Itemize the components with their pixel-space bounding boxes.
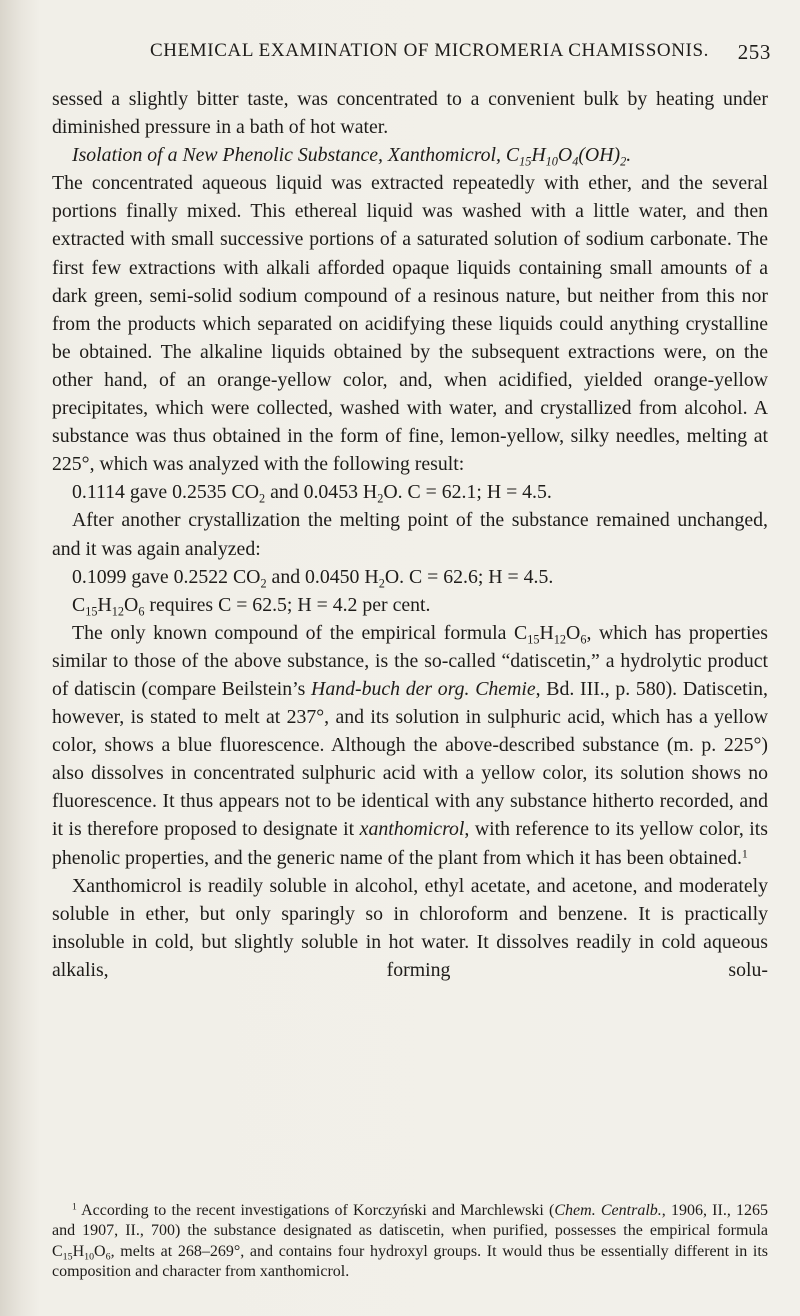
analysis-result-2: 0.1099 gave 0.2522 $CO_2$ and 0.0450 $H_2O$. C = 62.6; H = 4.5. — [72, 565, 554, 590]
running-header — [150, 40, 770, 62]
footnote-text: $^1$ According to the recent investigations of Korczyński and Marchlewski (Chem. Centralb., 1906, II., 1265 and 1907, II., 700) the substance designated as datiscetin, when purified, possesses the empirical formula $C_{15}H_{10}O_6$, melts at 268–269°, and contains four hydroxyl groups. It would thus be essentially different in its composition and character from xanthomicrol. — [52, 1201, 769, 1280]
paragraph-recrystallization: After another crystallization the melting point of the substance remained unchanged, and it was again analyzed: — [52, 509, 768, 560]
paragraph-continued: sessed a slightly bitter taste, was concentrated to a convenient bulk by heating under diminished pressure in a bath of hot water. — [52, 88, 768, 139]
paragraph-datiscetin: The only known compound of the empirical formula $C_{15}H_{12}O_6$, which has properties similar to those of the above substance, is the so-called “datiscetin,” a hydrolytic product of datiscin (compare Beilstein’s Hand-buch der org. Chemie, Bd. III., p. 580). Datiscetin, however, is stated to melt at 237°, and its solution in sulphuric acid, which has a yellow color, shows a blue fluorescence. Although the above-described substance (m. p. 225°) also dissolves in concentrated sulphuric acid with a yellow color, its solution shows no fluorescence. It thus appears not to be identical with any substance hitherto recorded, and it is therefore proposed to designate it xanthomicrol, with reference to its yellow color, its phenolic properties, and the generic name of the plant from which it has been obtained.$^1$ — [52, 621, 768, 869]
formula-requirement: $C_{15}H_{12}O_6$ requires C = 62.5; H = 4.2 per cent. — [72, 593, 431, 618]
body-text — [52, 85, 768, 984]
footnote — [52, 1201, 768, 1282]
running-title: CHEMICAL EXAMINATION OF MICROMERIA CHAMISSONIS. — [150, 40, 710, 61]
analysis-result-1: 0.1114 gave 0.2535 $CO_2$ and 0.0453 $H_2O$. C = 62.1; H = 4.5. — [72, 481, 552, 506]
paragraph-extraction: The concentrated aqueous liquid was extracted repeatedly with ether, and the several portions finally mixed. This ethereal liquid was washed with a little water, and then extracted with small successive portions of a saturated solution of sodium carbonate. The first few extractions with alkali afforded opaque liquids containing small amounts of a dark green, semi-solid sodium compound of a resinous nature, but neither from this nor from the products which separated on acidifying these liquids could anything crystalline be obtained. The alkaline liquids obtained by the subsequent extractions were, on the other hand, of an orange-yellow color, and, when acidified, yielded orange-yellow precipitates, which were collected, washed with water, and crystallized from alcohol. A substance was thus obtained in the form of fine, lemon-yellow, silky needles, melting at 225°, which was analyzed with the following result: — [52, 172, 768, 476]
paragraph-solubility: Xanthomicrol is readily soluble in alcohol, ethyl acetate, and acetone, and moderately soluble in ether, but only sparingly so in chloroform and benzene. It is practically insoluble in cold, but slightly soluble in hot water. It dissolves readily in cold aqueous alkalis, forming solu- — [52, 874, 768, 981]
page-number: 253 — [737, 40, 771, 64]
section-heading: Isolation of a New Phenolic Substance, Xanthomicrol, $C_{15}H_{10}O_4(OH)_2$. — [72, 144, 632, 169]
